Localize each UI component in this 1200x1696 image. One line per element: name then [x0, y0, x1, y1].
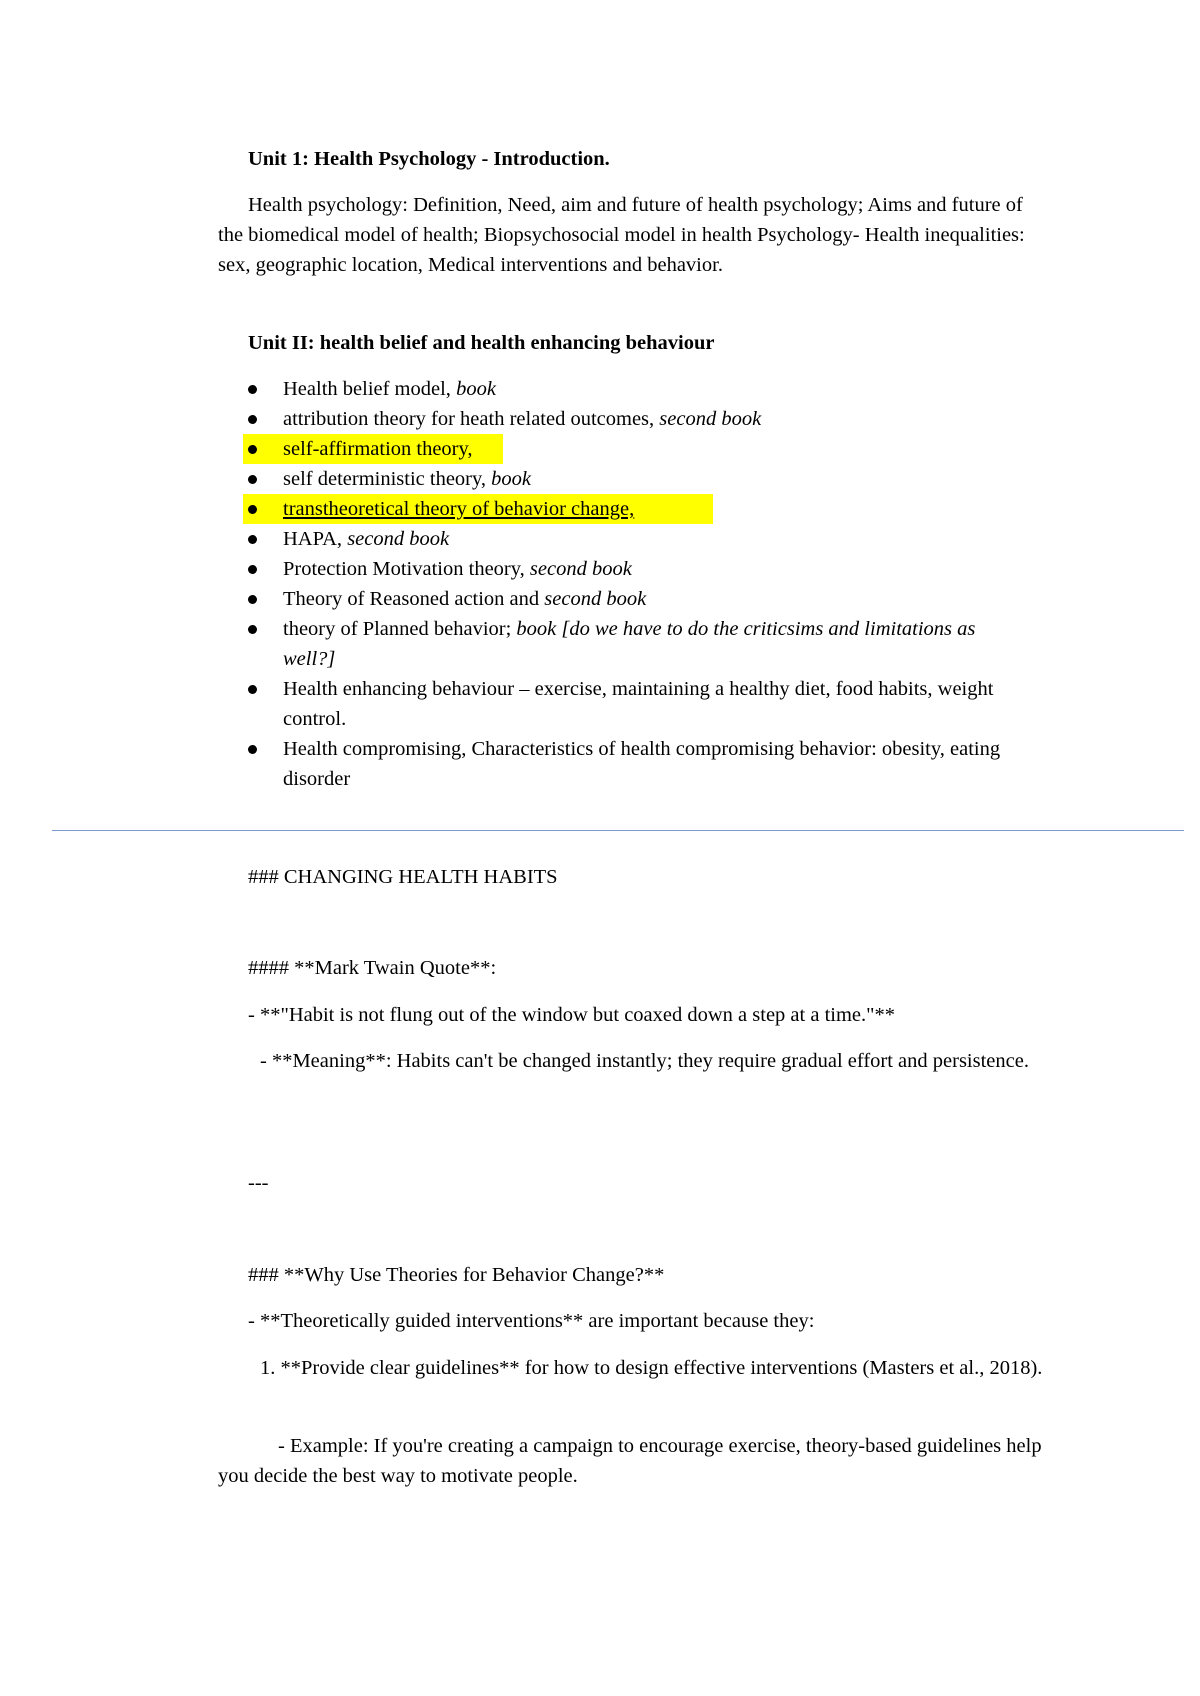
bullet-icon — [248, 535, 257, 544]
why-heading: ### **Why Use Theories for Behavior Change?** — [248, 1264, 665, 1286]
list-item: Health enhancing behaviour – exercise, maintaining a healthy diet, food habits, weight control. — [218, 674, 1018, 734]
point-one: 1. **Provide clear guidelines** for how to design effective interventions (Masters et al., 2018). — [260, 1357, 1043, 1379]
unit1-body: Health psychology: Definition, Need, aim and future of health psychology; Aims and future of the biomedical model of health; Biopsychosocial model in health Psychology- Health inequalities: sex, geographic location, Medical interventions and behavior. — [218, 194, 1025, 276]
bullet-icon — [248, 685, 257, 694]
list-item: HAPA, second book — [218, 524, 1018, 554]
list-item-highlighted: self-affirmation theory, — [243, 434, 503, 464]
bullet-icon — [248, 445, 257, 454]
list-item: Health compromising, Characteristics of health compromising behavior: obesity, eating disorder — [218, 734, 1018, 794]
bullet-icon — [248, 595, 257, 604]
list-item: self deterministic theory, book — [218, 464, 1018, 494]
bullet-icon — [248, 565, 257, 574]
list-item: Theory of Reasoned action and second book — [218, 584, 1018, 614]
bullet-icon — [248, 385, 257, 394]
bullet-icon — [248, 625, 257, 634]
list-item: theory of Planned behavior; book [do we have to do the criticsims and limitations as well?] — [218, 614, 1018, 674]
unit2-title: Unit II: health belief and health enhancing behaviour — [248, 332, 715, 354]
unit2-bullet-list — [218, 374, 1018, 794]
notes-heading: ### CHANGING HEALTH HABITS — [248, 866, 558, 888]
bullet-icon — [248, 475, 257, 484]
quote-heading: #### **Mark Twain Quote**: — [248, 957, 497, 979]
bullet-icon — [248, 415, 257, 424]
unit1-title: Unit 1: Health Psychology - Introduction. — [248, 148, 610, 170]
separator-text: --- — [248, 1172, 269, 1194]
list-item-highlighted: transtheoretical theory of behavior change, — [243, 494, 713, 524]
list-item: Health belief model, book — [218, 374, 1018, 404]
unit2-list-container — [218, 374, 1018, 794]
quote-meaning: - **Meaning**: Habits can't be changed instantly; they require gradual effort and persistence. — [260, 1050, 1029, 1072]
list-item: attribution theory for heath related outcomes, second book — [218, 404, 1018, 434]
example-text: - Example: If you're creating a campaign to encourage exercise, theory-based guidelines help you decide the best way to motivate people. — [218, 1435, 1042, 1487]
bullet-icon — [248, 745, 257, 754]
section-divider — [52, 830, 1184, 831]
quote-text: - **"Habit is not flung out of the window but coaxed down a step at a time."** — [248, 1004, 895, 1026]
why-intro: - **Theoretically guided interventions** are important because they: — [248, 1310, 815, 1332]
list-item: Protection Motivation theory, second book — [218, 554, 1018, 584]
bullet-icon — [248, 505, 257, 514]
